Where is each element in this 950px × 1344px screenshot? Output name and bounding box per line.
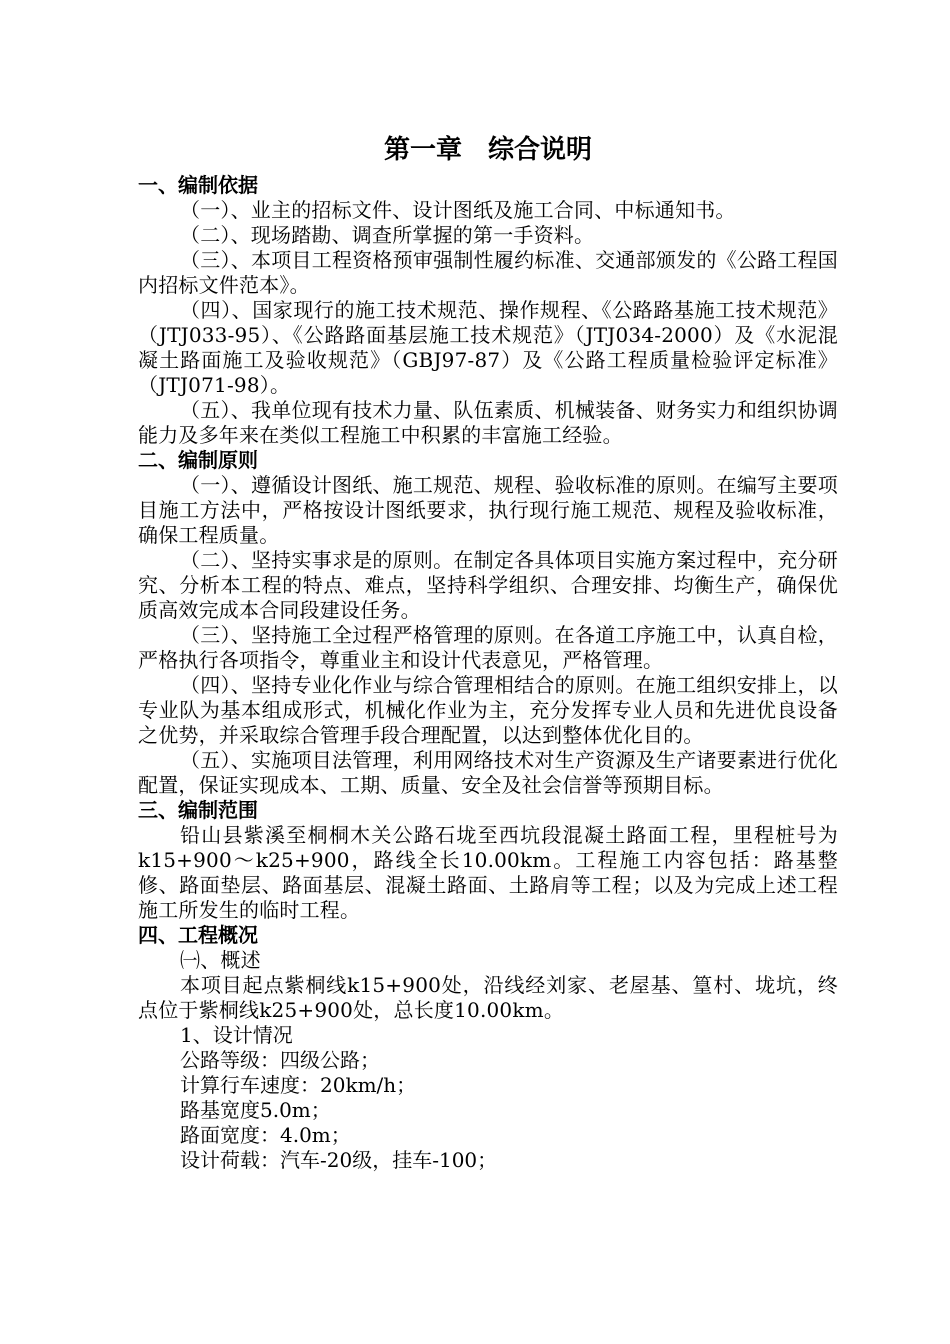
spec-line: 公路等级：四级公路； — [180, 1048, 380, 1072]
section-heading: 四、工程概况 — [138, 923, 258, 947]
paragraph: （二）、现场踏勘、调查所掌握的第一手资料。 — [180, 223, 595, 247]
document-page — [138, 127, 838, 1173]
page-title: 第一章 综合说明 — [383, 135, 592, 165]
paragraph: （一）、业主的招标文件、设计图纸及施工合同、中标通知书。 — [180, 198, 736, 222]
paragraph: 本项目起点紫桐线k15+900处，沿线经刘家、老屋基、篁村、垅坑，终点位于紫桐线k25+900处，总长度10.00km。 — [138, 973, 838, 1022]
paragraph: （三）、坚持施工全过程严格管理的原则。在各道工序施工中，认真自检，严格执行各项指令，尊重业主和设计代表意见，严格管理。 — [138, 623, 838, 672]
section-basis — [138, 173, 838, 448]
section-heading: 一、编制依据 — [138, 173, 258, 197]
paragraph: （一）、遵循设计图纸、施工规范、规程、验收标准的原则。在编写主要项目施工方法中，严格按设计图纸要求，执行现行施工规范、规程及验收标准，确保工程质量。 — [138, 473, 838, 547]
paragraph: （二）、坚持实事求是的原则。在制定各具体项目实施方案过程中，充分研究、分析本工程的特点、难点，坚持科学组织、合理安排、均衡生产，确保优质高效完成本合同段建设任务。 — [138, 548, 838, 622]
section-principles — [138, 448, 838, 798]
subheading: 1、设计情况 — [180, 1023, 293, 1047]
spec-line: 路面宽度：4.0m； — [180, 1123, 351, 1147]
section-heading: 二、编制原则 — [138, 448, 258, 472]
spec-line: 路基宽度5.0m； — [180, 1098, 331, 1122]
paragraph: （五）、我单位现有技术力量、队伍素质、机械装备、财务实力和组织协调能力及多年来在类似工程施工中积累的丰富施工经验。 — [138, 398, 838, 447]
spec-line: 设计荷载：汽车-20级，挂车-100； — [180, 1148, 498, 1172]
paragraph: 铅山县紫溪至桐桐木关公路石垅至西坑段混凝土路面工程，里程桩号为k15+900～k25+900，路线全长10.00km。工程施工内容包括：路基整修、路面垫层、路面基层、混凝土路面、土路肩等工程；以及为完成上述工程施工所发生的临时工程。 — [138, 823, 838, 922]
paragraph: （三）、本项目工程资格预审强制性履约标准、交通部颁发的《公路工程国内招标文件范本》。 — [138, 248, 838, 297]
section-overview — [138, 923, 838, 1173]
subheading: ㈠、概述 — [180, 948, 261, 972]
section-heading: 三、编制范围 — [138, 798, 258, 822]
spec-line: 计算行车速度：20km/h； — [180, 1073, 417, 1097]
section-scope — [138, 798, 838, 923]
paragraph: （四）、国家现行的施工技术规范、操作规程、《公路路基施工技术规范》（JTJ033-95）、《公路路面基层施工技术规范》（JTJ034-2000）及《水泥混凝土路面施工及验收规范》（GBJ97-87）及《公路工程质量检验评定标准》（JTJ071-98）。 — [138, 298, 838, 397]
paragraph: （四）、坚持专业化作业与综合管理相结合的原则。在施工组织安排上，以专业队为基本组成形式，机械化作业为主，充分发挥专业人员和先进优良设备之优势，并采取综合管理手段合理配置，以达到整体优化目的。 — [138, 673, 838, 747]
paragraph: （五）、实施项目法管理，利用网络技术对生产资源及生产诸要素进行优化配置，保证实现成本、工期、质量、安全及社会信誉等预期目标。 — [138, 748, 838, 797]
